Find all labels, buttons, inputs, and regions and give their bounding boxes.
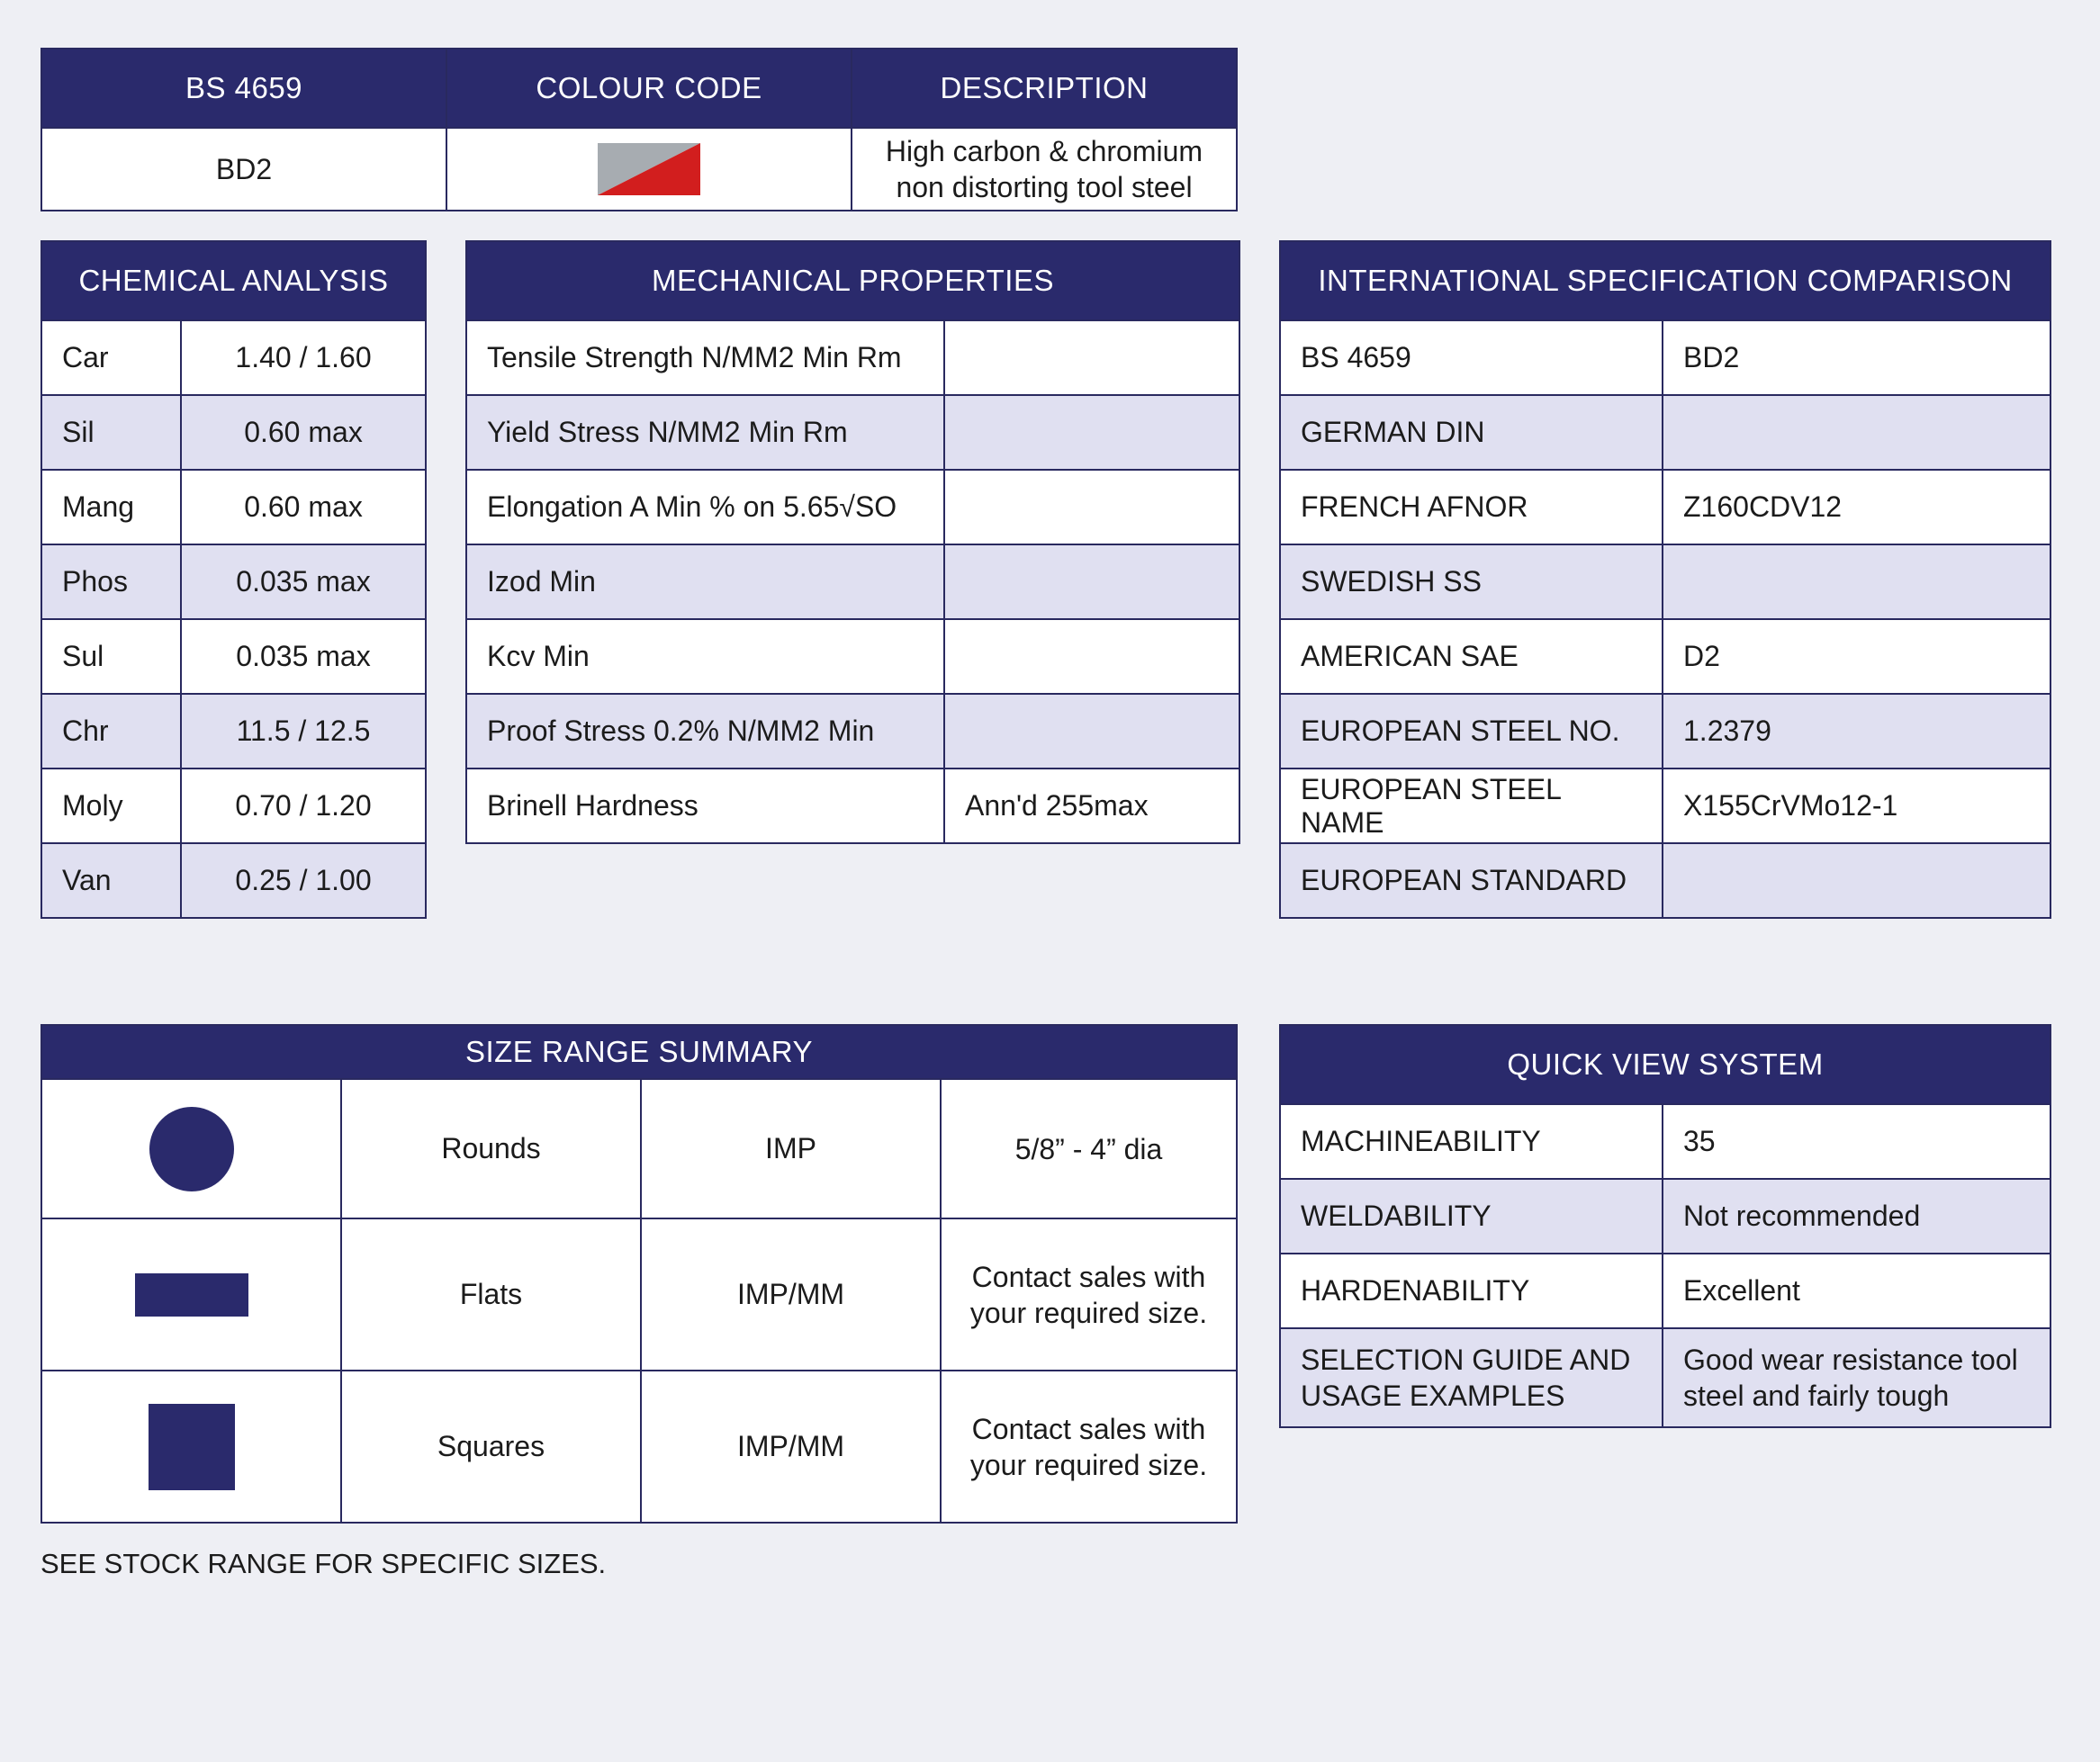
property-value	[944, 619, 1239, 694]
shape-icon-cell	[41, 1218, 341, 1371]
property-value	[944, 470, 1239, 544]
international-spec-title: INTERNATIONAL SPECIFICATION COMPARISON	[1280, 241, 2050, 320]
element-value: 0.60 max	[181, 470, 426, 544]
grade-header-table	[41, 48, 1236, 211]
description-line-1: High carbon & chromium	[885, 135, 1203, 167]
spec-name: GERMAN DIN	[1280, 395, 1663, 470]
size-line-1: Contact sales with	[971, 1412, 1206, 1445]
element-name: Car	[41, 320, 181, 395]
international-spec-table	[1279, 240, 2050, 919]
spec-value	[1663, 843, 2050, 918]
spec-name: EUROPEAN STEEL NO.	[1280, 694, 1663, 769]
spec-name: FRENCH AFNOR	[1280, 470, 1663, 544]
property-value	[944, 694, 1239, 769]
quick-view-title: QUICK VIEW SYSTEM	[1280, 1025, 2050, 1104]
quick-view-label: WELDABILITY	[1280, 1179, 1663, 1254]
element-value: 0.035 max	[181, 544, 426, 619]
size-line-2: your required size.	[969, 1296, 1208, 1329]
property-value	[944, 320, 1239, 395]
col-bs4659-header: BS 4659	[41, 49, 446, 128]
spec-name: SWEDISH SS	[1280, 544, 1663, 619]
flat-icon	[135, 1273, 248, 1317]
property-name: Proof Stress 0.2% N/MM2 Min	[466, 694, 944, 769]
description-cell	[852, 128, 1237, 211]
size-line-1: Contact sales with	[971, 1260, 1206, 1293]
description-line-2: non distorting tool steel	[896, 171, 1193, 203]
quick-view-label: HARDENABILITY	[1280, 1254, 1663, 1328]
spec-value: D2	[1663, 619, 2050, 694]
element-name: Sil	[41, 395, 181, 470]
chemical-analysis-title: CHEMICAL ANALYSIS	[41, 241, 426, 320]
property-name: Yield Stress N/MM2 Min Rm	[466, 395, 944, 470]
shape-name: Squares	[341, 1371, 641, 1523]
quick-view-value: 35	[1663, 1104, 2050, 1179]
element-value: 0.035 max	[181, 619, 426, 694]
element-name: Moly	[41, 769, 181, 843]
property-name: Brinell Hardness	[466, 769, 944, 843]
size-line-2: your required size.	[969, 1448, 1208, 1481]
element-value: 0.70 / 1.20	[181, 769, 426, 843]
spec-name: EUROPEAN STEEL NAME	[1280, 769, 1663, 843]
bs-grade-value: BD2	[41, 128, 446, 211]
size-cell	[941, 1371, 1237, 1523]
element-name: Sul	[41, 619, 181, 694]
element-name: Phos	[41, 544, 181, 619]
unit-system: IMP/MM	[641, 1371, 941, 1523]
spec-value	[1663, 395, 2050, 470]
property-value	[944, 544, 1239, 619]
element-value: 11.5 / 12.5	[181, 694, 426, 769]
shape-icon-cell	[41, 1371, 341, 1523]
property-name: Izod Min	[466, 544, 944, 619]
unit-system: IMP/MM	[641, 1218, 941, 1371]
element-name: Chr	[41, 694, 181, 769]
colour-code-swatch	[598, 143, 700, 195]
unit-system: IMP	[641, 1079, 941, 1218]
quick-view-label: MACHINEABILITY	[1280, 1104, 1663, 1179]
element-name: Van	[41, 843, 181, 918]
shape-name: Rounds	[341, 1079, 641, 1218]
property-value	[944, 395, 1239, 470]
square-icon	[149, 1404, 235, 1490]
value-line-1: Good wear resistance tool	[1683, 1344, 2018, 1376]
spec-value: X155CrVMo12-1	[1663, 769, 2050, 843]
quick-view-value: Excellent	[1663, 1254, 2050, 1328]
spec-value: Z160CDV12	[1663, 470, 2050, 544]
shape-name: Flats	[341, 1218, 641, 1371]
quick-view-table	[1279, 1024, 2050, 1428]
element-value: 1.40 / 1.60	[181, 320, 426, 395]
stock-range-note: SEE STOCK RANGE FOR SPECIFIC SIZES.	[41, 1548, 607, 1579]
quick-view-value: Not recommended	[1663, 1179, 2050, 1254]
value-line-2: steel and fairly tough	[1683, 1380, 1950, 1412]
element-value: 0.25 / 1.00	[181, 843, 426, 918]
size-cell	[941, 1079, 1237, 1218]
property-name: Elongation A Min % on 5.65√SO	[466, 470, 944, 544]
col-description-header: DESCRIPTION	[852, 49, 1237, 128]
property-name: Kcv Min	[466, 619, 944, 694]
spec-value: 1.2379	[1663, 694, 2050, 769]
size-range-table	[41, 1024, 1236, 1524]
quick-view-label	[1280, 1328, 1663, 1427]
spec-name: EUROPEAN STANDARD	[1280, 843, 1663, 918]
label-line-1: SELECTION GUIDE AND	[1301, 1344, 1631, 1376]
chemical-analysis-table	[41, 240, 425, 919]
spec-name: BS 4659	[1280, 320, 1663, 395]
spec-value	[1663, 544, 2050, 619]
property-name: Tensile Strength N/MM2 Min Rm	[466, 320, 944, 395]
size-cell	[941, 1218, 1237, 1371]
mechanical-properties-title: MECHANICAL PROPERTIES	[466, 241, 1239, 320]
spec-name: AMERICAN SAE	[1280, 619, 1663, 694]
shape-icon-cell	[41, 1079, 341, 1218]
element-value: 0.60 max	[181, 395, 426, 470]
round-icon	[149, 1106, 235, 1192]
element-name: Mang	[41, 470, 181, 544]
property-value: Ann'd 255max	[944, 769, 1239, 843]
colour-code-cell	[446, 128, 852, 211]
col-colour-code-header: COLOUR CODE	[446, 49, 852, 128]
size-line-1: 5/8” - 4” dia	[1014, 1132, 1163, 1165]
size-range-title: SIZE RANGE SUMMARY	[41, 1025, 1237, 1079]
quick-view-value	[1663, 1328, 2050, 1427]
spec-value: BD2	[1663, 320, 2050, 395]
label-line-2: USAGE EXAMPLES	[1301, 1380, 1565, 1412]
mechanical-properties-table	[465, 240, 1239, 844]
